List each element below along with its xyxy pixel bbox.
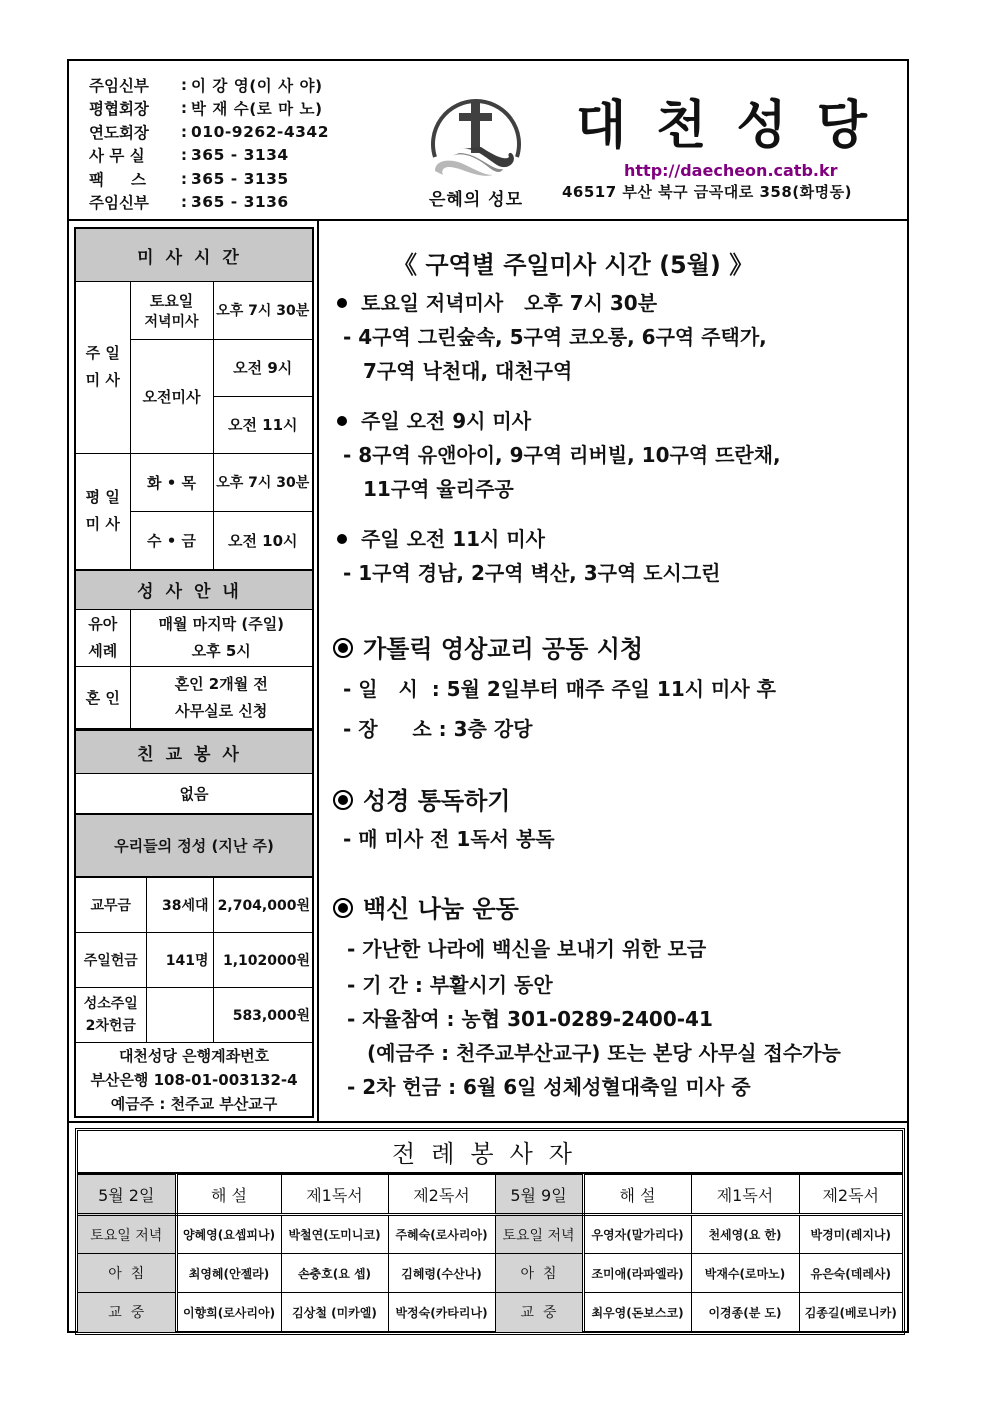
contact-row: 사 무 실 : 365 - 3134 (89, 146, 289, 166)
contact-list (89, 73, 329, 214)
bullet-icon (337, 534, 347, 544)
mass-time-cell: 오전 11시 (213, 396, 312, 453)
mass-group-line: 7구역 낙천대, 대천구역 (363, 359, 573, 383)
liturgy-title: 전례봉사자 (78, 1131, 902, 1174)
bullet-icon (337, 416, 347, 426)
contact-label: 주임신부 (89, 194, 149, 213)
slot-label: 토요일 저녁 (495, 1215, 583, 1254)
contact-value: 365 - 3135 (191, 169, 289, 188)
server-name: 손충호(요 셉) (281, 1254, 388, 1293)
mass-type-cell: 오전미사 (130, 339, 213, 453)
bullet-icon (337, 298, 347, 308)
server-name: 조미애(라파엘라) (583, 1254, 691, 1293)
notice-line: - 일 시 : 5월 2일부터 매주 주일 11시 미사 후 (343, 677, 776, 701)
server-name: 박재수(로마노) (691, 1254, 799, 1293)
mass-group-line: - 4구역 그린숲속, 5구역 코오롱, 6구역 주택가, (343, 325, 767, 349)
offering-table (76, 877, 312, 1043)
week-date: 5월 2일 (78, 1175, 176, 1215)
server-name: 박철연(도미니코) (281, 1215, 388, 1254)
liturgy-table (78, 1174, 902, 1332)
liturgy-box (75, 1128, 905, 1335)
target-bullet-icon (333, 790, 353, 810)
contact-value: 365 - 3134 (191, 146, 289, 165)
slot-label: 교 중 (78, 1293, 176, 1332)
info-box (74, 227, 314, 1118)
column-header: 해 설 (176, 1175, 281, 1215)
sacraments-table (76, 610, 312, 730)
target-bullet-icon (333, 638, 353, 658)
sacrament-label: 혼 인 (76, 667, 130, 729)
server-name: 김상철 (미카엘) (281, 1293, 388, 1332)
column-header: 제1독서 (281, 1175, 388, 1215)
offering-label: 교무금 (76, 878, 146, 933)
notice-line: - 장 소 : 3층 강당 (343, 717, 533, 741)
liturgy-row (78, 1293, 902, 1332)
notice-line: - 2차 헌금 : 6월 6일 성체성혈대축일 미사 중 (347, 1075, 751, 1099)
notice-heading: 가톨릭 영상교리 공동 시청 (333, 629, 643, 664)
mass-group-bullet: 주일 오전 9시 미사 (337, 405, 531, 434)
contact-value: 365 - 3136 (191, 193, 289, 212)
mass-times-table (76, 282, 312, 570)
contact-label: 연도회장 (89, 123, 149, 142)
contact-row: 주임신부 : 이 강 영(이 사 야) (89, 75, 323, 95)
parish-logo (421, 89, 531, 217)
column-header: 제2독서 (799, 1175, 902, 1215)
target-bullet-icon (333, 898, 353, 918)
liturgy-row (78, 1215, 902, 1254)
week-date: 5월 9일 (495, 1175, 583, 1215)
offering-amount: 583,000원 (213, 988, 312, 1043)
column-header: 해 설 (583, 1175, 691, 1215)
offering-heading: 우리들의 정성 (지난 주) (76, 815, 312, 877)
notice-line: - 매 미사 전 1독서 봉독 (343, 827, 555, 851)
contact-row: 팩 스 : 365 - 3135 (89, 169, 289, 189)
contact-row: 평협회장 : 박 재 수(로 마 노) (89, 99, 323, 119)
liturgy-row (78, 1254, 902, 1293)
contact-label: 평협회장 (89, 100, 149, 119)
mass-group-line: 11구역 율리주공 (363, 477, 514, 501)
offering-count: 38세대 (146, 878, 213, 933)
offering-label: 주일헌금 (76, 933, 146, 988)
server-name: 최우영(돈보스코) (583, 1293, 691, 1332)
mass-group-line: - 1구역 경남, 2구역 벽산, 3구역 도시그린 (343, 561, 721, 585)
bulletin-page (67, 59, 909, 1333)
server-name: 최영혜(안젤라) (176, 1254, 281, 1293)
parish-title: 대천성당 (576, 96, 897, 156)
slot-label: 토요일 저녁 (78, 1215, 176, 1254)
server-name: 박경미(레지나) (799, 1215, 902, 1254)
server-name: 이경종(분 도) (691, 1293, 799, 1332)
offering-count: 141명 (146, 933, 213, 988)
mass-time-cell: 오전 9시 (213, 339, 312, 396)
bank-account-info: 대천성당 은행계좌번호 부산은행 108-01-003132-4 예금주 : 천주교 부산교구 (90, 1047, 298, 1113)
logo-caption: 은혜의 성모 (428, 190, 524, 210)
server-name: 주혜숙(로사리아) (388, 1215, 495, 1254)
mass-group-bullet: 주일 오전 11시 미사 (337, 523, 545, 552)
weekday-mass-label: 평 일 미 사 (76, 453, 130, 569)
contact-label: 주임신부 (89, 76, 149, 95)
notice-line: - 자율참여 : 농협 301-0289-2400-41 (347, 1007, 713, 1031)
mass-time-cell: 오후 7시 30분 (213, 453, 312, 511)
sacraments-heading: 성사안내 (76, 570, 312, 610)
sacrament-info: 혼인 2개월 전 사무실로 신청 (130, 667, 312, 729)
offering-count (146, 988, 213, 1043)
bulletin-header (69, 61, 907, 221)
server-name: 양혜영(요셉피나) (176, 1215, 281, 1254)
server-name: 박정숙(카타리나) (388, 1293, 495, 1332)
mass-type-cell: 토요일 저녁미사 (130, 282, 213, 339)
notice-heading: 백신 나눔 운동 (333, 889, 519, 924)
notice-line: (예금주 : 천주교부산교구) 또는 본당 사무실 접수가능 (367, 1041, 841, 1065)
mass-group-line: - 8구역 유앤아이, 9구역 리버빌, 10구역 뜨란채, (343, 443, 781, 467)
contact-row: 연도회장 : 010-9262-4342 (89, 122, 330, 142)
contact-value: 박 재 수(로 마 노) (191, 100, 323, 119)
server-name: 김혜령(수산나) (388, 1254, 495, 1293)
contact-row: 주임신부 : 365 - 3136 (89, 193, 289, 213)
notices-title: 《 구역별 주일미사 시간 (5월) 》 (393, 251, 754, 279)
slot-label: 교 중 (495, 1293, 583, 1332)
server-name: 우영자(말가리다) (583, 1215, 691, 1254)
mass-days-cell: 수 • 금 (130, 511, 213, 569)
mass-time-cell: 오후 7시 30분 (213, 282, 312, 339)
contact-label: 팩 스 (89, 170, 146, 189)
mass-time-cell: 오전 10시 (213, 511, 312, 569)
parish-url[interactable]: http://daecheon.catb.kr (624, 161, 838, 180)
notice-heading: 성경 통독하기 (333, 781, 510, 816)
server-name: 김종길(베로니카) (799, 1293, 902, 1332)
volunteer-value: 없음 (76, 774, 312, 815)
mass-days-cell: 화 • 목 (130, 453, 213, 511)
sunday-mass-label: 주 일 미 사 (76, 282, 130, 453)
contact-value: 010-9262-4342 (191, 122, 330, 141)
liturgy-section (69, 1121, 907, 1331)
left-sidebar (69, 221, 319, 1121)
cross-wave-logo-icon (421, 89, 531, 185)
column-header: 제2독서 (388, 1175, 495, 1215)
offering-amount: 1,102000원 (213, 933, 312, 988)
server-name: 유은숙(데레사) (799, 1254, 902, 1293)
liturgy-header-row (78, 1175, 902, 1215)
slot-label: 아 침 (495, 1254, 583, 1293)
offering-label: 성소주일 2차헌금 (76, 988, 146, 1043)
volunteer-heading: 친교봉사 (76, 729, 312, 774)
contact-label: 사 무 실 (89, 147, 145, 166)
server-name: 천세영(요 한) (691, 1215, 799, 1254)
notice-line: - 기 간 : 부활시기 동안 (347, 973, 553, 997)
parish-address: 46517 부산 북구 금곡대로 358(화명동) (562, 183, 852, 201)
mass-times-heading: 미사시간 (76, 229, 312, 282)
notice-line: - 가난한 나라에 백신을 보내기 위한 모금 (347, 937, 707, 961)
sacrament-info: 매월 마지막 (주일) 오후 5시 (130, 610, 312, 667)
notices-column (319, 221, 907, 1121)
contact-value: 이 강 영(이 사 야) (191, 76, 323, 95)
column-header: 제1독서 (691, 1175, 799, 1215)
mass-group-bullet: 토요일 저녁미사 오후 7시 30분 (337, 287, 657, 316)
sacrament-label: 유아 세례 (76, 610, 130, 667)
offering-amount: 2,704,000원 (213, 878, 312, 933)
slot-label: 아 침 (78, 1254, 176, 1293)
server-name: 이향희(로사리아) (176, 1293, 281, 1332)
